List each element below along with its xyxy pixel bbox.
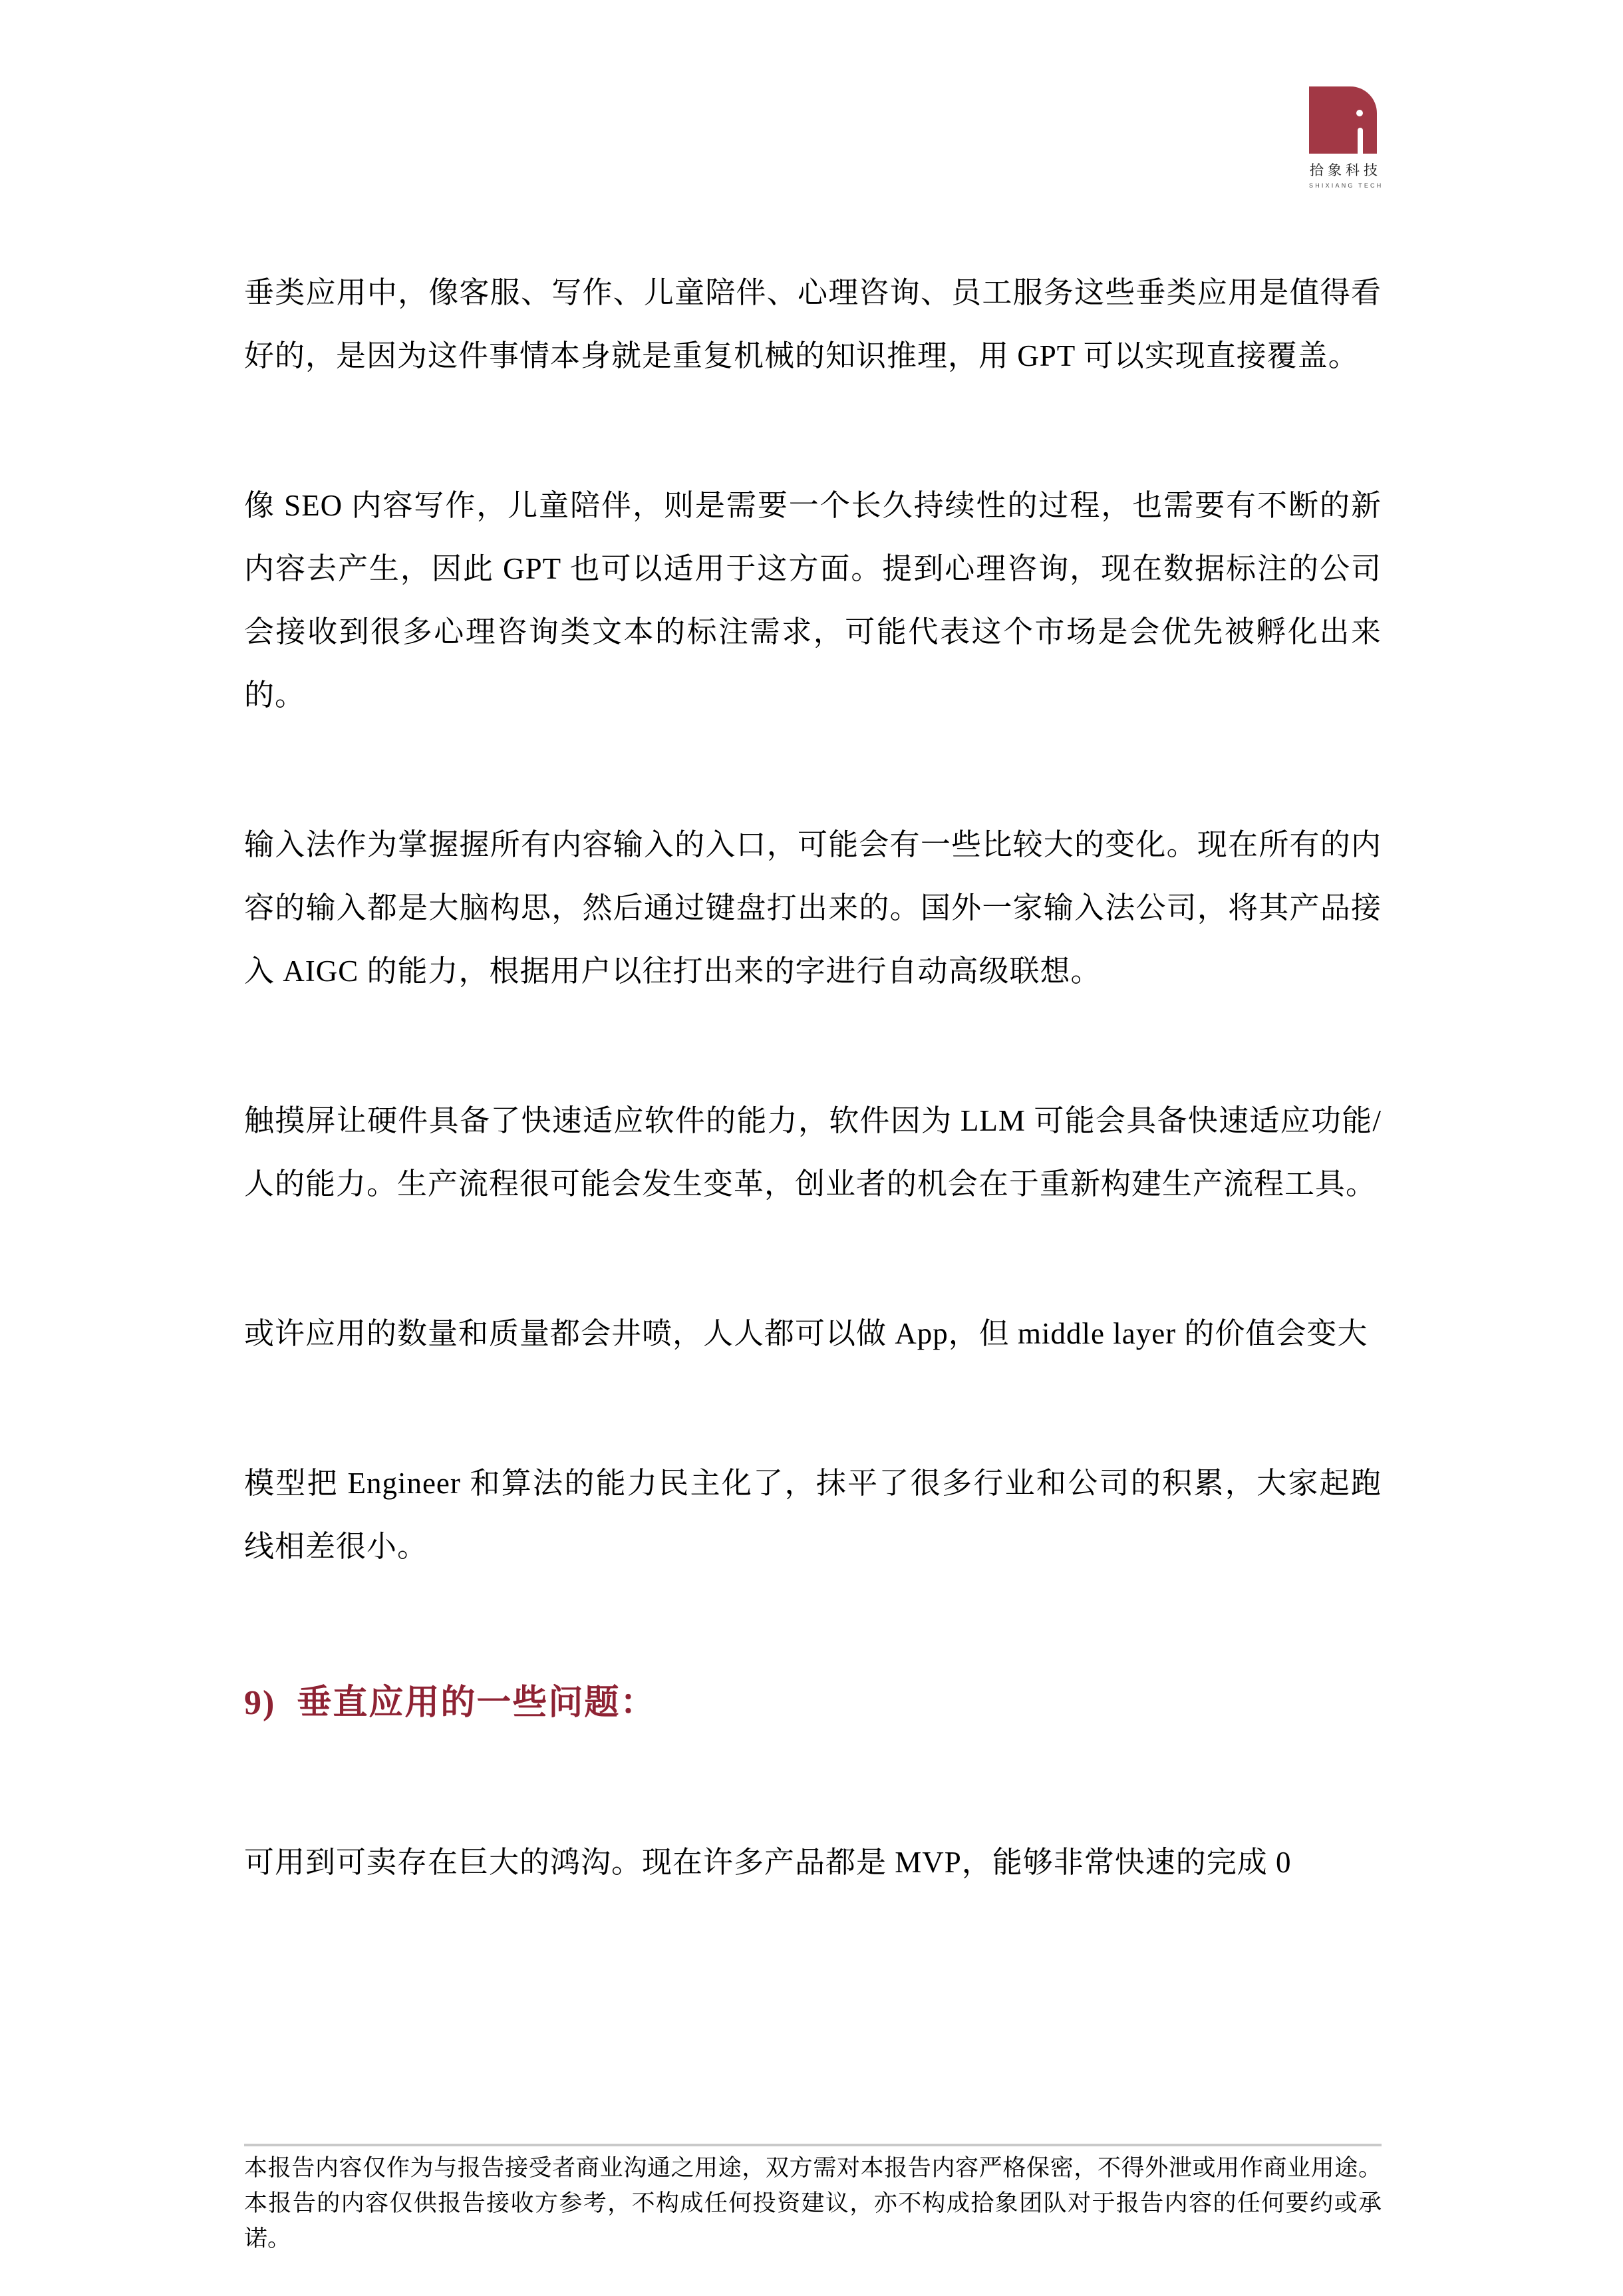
logo-chinese-name: 拾象科技 (1310, 163, 1382, 178)
section-heading-number: 9) (244, 1684, 276, 1722)
body-paragraph: 可用到可卖存在巨大的鸿沟。现在许多产品都是 MVP，能够非常快速的完成 0 (244, 1846, 1292, 1879)
section-heading-text: 垂直应用的一些问题： (297, 1684, 657, 1722)
page-footer (244, 2144, 1382, 2256)
body-paragraph: 像 SEO 内容写作，儿童陪伴，则是需要一个长久持续性的过程，也需要有不断的新内容去产生，因此 GPT 也可以适用于这方面。提到心理咨询，现在数据标注的公司会接收到很多心理咨询类文本的标注需求，可能代表这个市场是会优先被孵化出来的。 (244, 489, 1382, 712)
body-paragraph: 输入法作为掌握握所有内容输入的入口，可能会有一些比较大的变化。现在所有的内容的输入都是大脑构思，然后通过键盘打出来的。国外一家输入法公司，将其产品接入 AIGC 的能力，根据用户以往打出来的字进行自动高级联想。 (244, 828, 1382, 988)
body-paragraph: 垂类应用中，像客服、写作、儿童陪伴、心理咨询、员工服务这些垂类应用是值得看好的，是因为这件事情本身就是重复机械的知识推理，用 GPT 可以实现直接覆盖。 (244, 276, 1382, 372)
footer-divider (244, 2144, 1382, 2146)
footer-disclaimer: 本报告内容仅作为与报告接受者商业沟通之用途，双方需对本报告内容严格保密，不得外泄或用作商业用途。本报告的内容仅供报告接收方参考，不构成任何投资建议，亦不构成拾象团队对于报告内容的任何要约或承诺。 (244, 2155, 1382, 2251)
body-paragraph: 模型把 Engineer 和算法的能力民主化了，抹平了很多行业和公司的积累，大家起跑线相差很小。 (244, 1467, 1382, 1563)
body-paragraph: 触摸屏让硬件具备了快速适应软件的能力，软件因为 LLM 可能会具备快速适应功能/人的能力。生产流程很可能会发生变革，创业者的机会在于重新构建生产流程工具。 (244, 1104, 1382, 1201)
section-heading (244, 1671, 1382, 1735)
body-paragraph: 或许应用的数量和质量都会井喷，人人都可以做 App，但 middle layer 的价值会变大 (244, 1317, 1368, 1350)
document-body (244, 0, 1382, 1894)
logo-english-name: SHIXIANG TECH (1309, 182, 1384, 189)
